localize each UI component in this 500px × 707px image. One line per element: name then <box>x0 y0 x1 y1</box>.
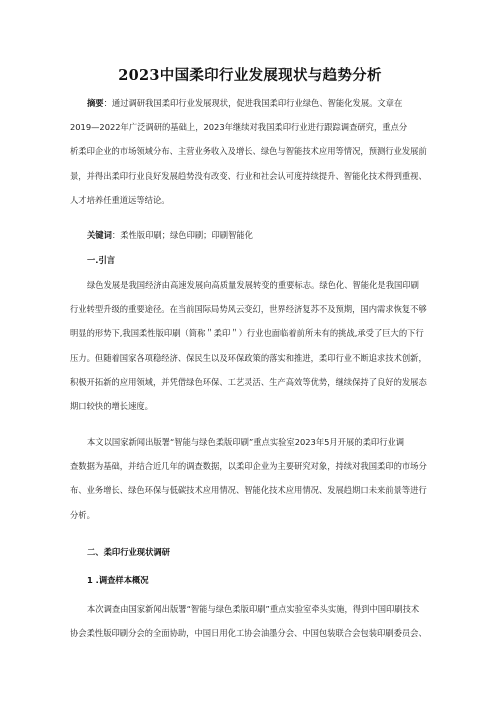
paragraph <box>70 273 434 418</box>
abstract-line: 景，并得出柔印行业良好发展趋势没有改变、行业和社会认可度持续提升、智能化技术得到重视、 <box>70 170 427 181</box>
paragraph-line: 本次调查由国家新闻出版署“智能与绿色柔版印刷”重点实验室牵头实施，得到中国印刷技术 <box>87 604 420 614</box>
paragraph-line: 积极开拓新的应用领域，并凭借绿色环保、工艺灵活、生产高效等优势，继续保持了良好的发展态 <box>70 376 427 387</box>
paragraph <box>70 597 434 645</box>
keywords-text: ：柔性版印刷；绿色印刷；印刷智能化 <box>111 230 253 240</box>
paragraph <box>70 430 434 527</box>
keywords-line <box>70 223 434 247</box>
paragraph-line: 绿色发展是我国经济由高速发展向高质量发展转变的重要标志。绿色化、智能化是我国印刷 <box>87 280 419 290</box>
abstract-line: 人才培养任重道远等结论。 <box>70 194 170 205</box>
section-heading: 一.引言 <box>87 255 116 265</box>
subsection-heading: 1 .调查样本概况 <box>87 575 149 585</box>
paragraph-line: 分析。 <box>70 509 95 520</box>
abstract-text: ：通过调研我国柔印行业发展现状，促进我国柔印行业绿色、智能化发展。文章在 <box>103 98 403 108</box>
keywords-label: 关键词 <box>87 230 112 240</box>
paragraph-line: 布、业务增长、绿色环保与低碳技术应用情况、智能化技术应用情况、发展趋期口未来前景等进行 <box>70 485 427 496</box>
abstract-line: 2019—2022年广泛调研的基础上，2023年继续对我国柔印行业进行跟踪调查研究，重点分 <box>70 122 408 133</box>
abstract-line <box>70 91 434 115</box>
document-title: 2023中国柔印行业发展现状与趋势分析 <box>118 67 382 84</box>
paragraph-line: 本文以国家新闻出版署“智能与绿色柔版印刷”重点实验室2023年5月开展的柔印行业调 <box>87 437 405 447</box>
paragraph-line: 协会柔性版印刷分会的全面协助，中国日用化工协会油墨分会、中国包装联合会包装印刷委员会、 <box>70 628 427 639</box>
paragraph-line: 压力。但随着国家各项稳经济、保民生以及环保政策的落实和推进，柔印行业不断追求技术创新， <box>70 352 427 363</box>
keywords-block <box>70 223 434 247</box>
section-heading: 二、柔印行业现状调研 <box>87 547 170 557</box>
abstract-label: 摘要 <box>87 98 104 108</box>
abstract-line: 析柔印企业的市场领域分布、主营业务收入及增长、绿色与智能技术应用等情况，预测行业发展前 <box>70 146 427 157</box>
abstract-block <box>70 91 434 212</box>
paragraph-line: 行业转型升级的重要途径。在当前国际局势风云变幻，世界经济复苏不及预期，国内需求恢复不够 <box>70 304 427 315</box>
paragraph-line: 期口较快的增长速度。 <box>70 400 153 411</box>
paragraph-line: 查数据为基础，并结合近几年的调查数据，以柔印企业为主要研究对象，持续对我国柔印的市场分 <box>70 461 427 472</box>
paragraph-line: 明显的形势下,我国柔性版印刷（简称＂柔印＂）行业也面临着前所未有的挑战,承受了巨大的下行 <box>70 328 424 339</box>
